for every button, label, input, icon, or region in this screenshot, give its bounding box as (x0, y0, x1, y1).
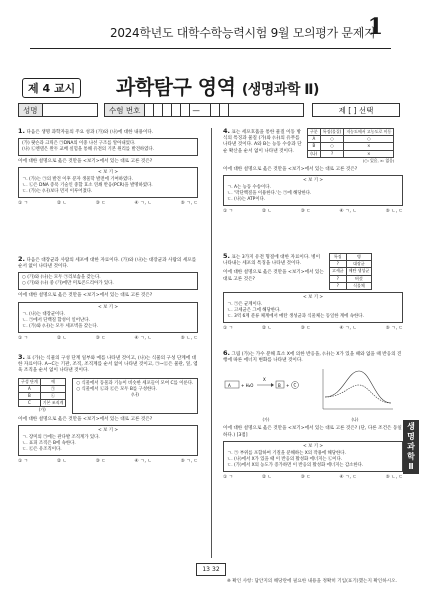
table-cell: ○ (320, 143, 344, 150)
choice-4[interactable]: ④ ㄱ, ㄴ (134, 201, 152, 207)
question-number: 2. (18, 255, 25, 263)
choice-4[interactable]: ④ ㄱ, ㄴ (339, 209, 357, 215)
choice-3[interactable]: ③ ㄷ (95, 335, 106, 341)
bogi-item: ㄴ. 고세균은 그에 해당한다. (227, 308, 281, 314)
exam-number-digit[interactable] (145, 104, 154, 116)
question-stem: 다음은 대장균과 사람의 세포에 대한 자료이다. (가)와 (나)는 대장균과 사람의 세포를 순서 없이 나타낸 것이다. (18, 258, 197, 270)
figure-caption: (나) (351, 416, 359, 422)
page-header (0, 0, 421, 100)
q4-table (307, 128, 394, 158)
subject-main: 과학탐구 영역 (116, 75, 236, 99)
exam-period-badge: 제 4 교시 (22, 78, 81, 98)
table-header: 저농도에서 고농도로 이동 (344, 129, 394, 136)
bogi-title: < 보 기 > (97, 170, 119, 176)
q4-table-wrap (307, 128, 394, 164)
bogi-item: ㄴ. ㉡은 DNA 증폭 기술인 중합 효소 연쇄 반응(PCR)을 발명하였다. (22, 183, 153, 189)
choice-2[interactable]: ② ㄴ (56, 201, 67, 207)
question-number: 4. (223, 127, 230, 135)
question-1 (18, 128, 198, 208)
table-cell: 버섯 (346, 275, 372, 282)
answer-choices (223, 475, 403, 481)
answer-choices (18, 201, 198, 207)
bogi-item: ㄱ. ㉠ 부위를 포함하여 기질을 분해하는 X의 작용에 해당한다. (227, 450, 346, 456)
question-ask: 이에 대한 설명으로 옳은 것만을 <보기>에서 있는 대로 고른 것은? (223, 167, 358, 173)
choice-3[interactable]: ③ ㄷ (300, 209, 311, 215)
info-line: ○ (가)와 (나)는 모두 ㉠리보솜을 갖는다. (22, 275, 101, 281)
table-cell: ? (330, 261, 347, 268)
question-4 (223, 128, 403, 215)
choice-2[interactable]: ② ㄴ (261, 209, 272, 215)
q6-figures (223, 367, 403, 423)
side-tab-char: 명 (407, 432, 415, 441)
right-column (223, 128, 403, 558)
choice-2[interactable]: ② ㄴ (261, 474, 272, 480)
q3-side-box (72, 378, 198, 414)
bogi-item: ㄷ. (가)와 (나)는 모두 세포벽을 갖는다. (22, 323, 99, 329)
choice-4[interactable]: ④ ㄱ, ㄴ (134, 458, 152, 464)
exam-number-digit[interactable] (154, 104, 163, 116)
side-tab-char: Ⅱ (408, 462, 414, 471)
question-columns (18, 128, 403, 558)
question-number: 6. (223, 349, 230, 357)
bogi-title: < 보 기 > (97, 304, 119, 310)
table-cell: A (308, 136, 321, 143)
bogi-item: ㄴ. ㉠에서 단백질 합성이 일어난다. (22, 317, 90, 323)
table-cell: B (308, 143, 321, 150)
table-cell: A (19, 385, 41, 392)
table-note: (○: 있음, ×: 없음) (362, 157, 395, 163)
product-c-label: C (293, 382, 297, 388)
left-column (18, 128, 198, 558)
bogi-item: ㄱ. (나)는 대장균이다. (22, 311, 65, 317)
table-cell: ? (330, 282, 347, 289)
choice-2[interactable]: ② ㄴ (56, 458, 67, 464)
table-cell: C (19, 400, 41, 407)
question-ask: 이에 대한 설명으로 옳은 것만을 <보기>에서 있는 대로 고른 것은? (223, 270, 324, 282)
q5-top (223, 253, 403, 290)
bogi-title: < 보 기 > (97, 427, 119, 433)
question-ask: 이에 대한 설명으로 옳은 것만을 <보기>에서 있는 대로 고른 것은? (18, 416, 153, 422)
table-header: 예 (40, 378, 66, 385)
q6-figure-a (223, 367, 309, 423)
table-cell: 기본 조직계 (40, 400, 66, 407)
table-cell: × (344, 143, 394, 150)
answer-choices (18, 336, 198, 342)
table-header: 구분 (308, 129, 321, 136)
bogi-title: < 보 기 > (302, 178, 324, 184)
question-3 (18, 354, 198, 465)
question-number: 1. (18, 127, 25, 135)
bogi-box (223, 175, 403, 206)
page-counter-current: 13 (202, 566, 210, 573)
table-cell: ㉠ (40, 385, 66, 392)
choice-field[interactable] (312, 103, 400, 117)
bogi-item: ㄱ. (가)는 ㉠의 발견 이후 분자 생물학 발전에 기여하였다. (22, 177, 133, 183)
choice-1[interactable]: ① ㄱ (18, 335, 29, 341)
choice-2[interactable]: ② ㄴ (261, 326, 272, 332)
info-box (18, 272, 198, 290)
bogi-box (223, 441, 403, 472)
choice-1[interactable]: ① ㄱ (18, 458, 29, 464)
side-tab-char: 생 (407, 422, 415, 431)
page-counter-total: 32 (212, 566, 220, 573)
q3-table (18, 378, 66, 408)
bogi-box (18, 167, 198, 198)
bogi-box (223, 292, 403, 323)
question-stem: 표는 세포호흡을 통한 물질 이동 방식의 특징과 물질 (가)와 (나)의 유무를 나타낸 것이다. A와 B는 능동 수송과 단순 확산을 순서 없이 나타낸 것이다. (223, 130, 302, 154)
table-cell: 고세균 (330, 268, 347, 275)
table-cell: ㉡ (40, 393, 66, 400)
q5-table (329, 253, 372, 290)
side-tab-char: 과 (407, 442, 415, 451)
choice-4[interactable]: ④ ㄱ, ㄴ (339, 326, 357, 332)
exam-number-label: 수험 번호 (105, 104, 145, 116)
footer-note: ※ 확인 사항: 답안지의 해당란에 필요한 내용을 정확히 기입(표기)했는지 확인하시오. (226, 579, 397, 584)
table-cell: × (344, 150, 394, 157)
table-cell: 메탄 생성균 (346, 268, 372, 275)
choice-5[interactable]: ⑤ ㄱ, ㄷ (180, 458, 198, 464)
exam-number-digit[interactable] (163, 104, 172, 116)
choice-1[interactable]: ① ㄱ (223, 474, 234, 480)
table-header: 특징(물질) (320, 129, 344, 136)
choice-5[interactable]: ⑤ ㄴ, ㄷ (385, 209, 403, 215)
choice-1[interactable]: ① ㄱ (223, 209, 234, 215)
question-6 (223, 350, 403, 481)
bogi-item: ㄷ. 3역 6계 분류 체계에서 메탄 생성균과 식물체는 동일한 계에 속한다. (227, 314, 364, 320)
header-rule (30, 48, 391, 49)
choice-3[interactable]: ③ ㄷ (95, 458, 106, 464)
plus-label: + (286, 383, 290, 389)
table-caption: (가) (38, 407, 46, 413)
exam-number-field[interactable] (104, 103, 304, 117)
exam-number-digit[interactable] (181, 104, 190, 116)
exam-number-dash: — (192, 105, 200, 115)
page-number: 1 (367, 14, 383, 40)
table-header: 구성 단계 (19, 378, 41, 385)
exam-number-digit[interactable] (211, 104, 220, 116)
choice-4[interactable]: ④ ㄱ, ㄴ (134, 335, 152, 341)
product-b-label: B (278, 383, 281, 389)
q4-stem-wrap (223, 128, 303, 164)
reaction-diagram (223, 367, 309, 413)
question-ask: 이에 대한 설명으로 옳은 것만을 <보기>에서 있는 대로 고른 것은? (단, 다른 조건은 동일하다.) [3점] (223, 426, 402, 438)
answer-choices (18, 459, 198, 465)
reaction-arrowhead (271, 383, 274, 387)
table-cell: ? (320, 150, 344, 157)
exam-number-digit[interactable] (172, 104, 181, 116)
bogi-item: ㄱ. A는 능동 수송이다. (227, 185, 271, 191)
info-line: ○ 식물에서 동물과 기능이 비슷한 세포들이 모여 C를 이룬다. (76, 380, 194, 386)
choice-4[interactable]: ④ ㄱ, ㄷ (339, 474, 357, 480)
info-box (18, 138, 198, 156)
question-number: 3. (18, 353, 25, 361)
candidate-info-row (18, 103, 401, 117)
choice-5[interactable]: ⑤ ㄱ, ㄷ (180, 201, 198, 207)
bogi-title: < 보 기 > (302, 443, 324, 449)
answer-choices (223, 209, 403, 215)
table-cell: 대장균 (346, 261, 372, 268)
side-caption: (나) (131, 392, 139, 398)
exam-number-digit[interactable] (202, 104, 211, 116)
side-tab-char: 학 (407, 452, 415, 461)
question-stem: 표 (가)는 식물의 구성 단계 일부와 예를 나타낸 것이고, (나)는 식물의 구성 단계에 대한 자료이다. A~C는 기관, 조직, 조직계를 순서 없이 나타낸 것이고, ㉠~㉢은 물관, 잎, 엽육 조직을 순서 없이 나타낸 것이다. (18, 356, 198, 374)
choice-3[interactable]: ③ ㄷ (95, 201, 106, 207)
question-stem: 표는 3가지 유전 형질에 대한 자료이다. 병이 나타내는 세포의 특징을 나타낸 것이다. (223, 255, 321, 267)
bogi-box (18, 302, 198, 333)
table-header: 병 (346, 254, 372, 261)
subject-side-tab (403, 420, 419, 474)
table-cell: ○ (344, 136, 394, 143)
question-number: 5. (223, 252, 230, 260)
choice-5[interactable]: ⑤ ㄴ, ㄷ (180, 335, 198, 341)
bogi-item: ㄴ. 표피 조직은 B에 속한다. (22, 440, 76, 446)
question-2 (18, 256, 198, 342)
choice-2[interactable]: ② ㄴ (56, 335, 67, 341)
choice-1[interactable]: ① ㄱ (223, 326, 234, 332)
page-counter (196, 563, 226, 576)
q6-figure-b (315, 367, 395, 423)
bogi-box (18, 425, 198, 456)
name-label: 성명 (19, 104, 43, 116)
table-cell: (나) (308, 150, 321, 157)
info-line: ○ 식물에서 ㉡과 ㉢은 모두 B를 구성한다. (76, 386, 157, 392)
answer-choices (223, 326, 403, 332)
table-cell: 식물체 (346, 282, 372, 289)
choice-5[interactable]: ⑤ ㄱ, ㄷ (385, 326, 403, 332)
table-header: 특징 (330, 254, 347, 261)
substrate-a-label: A (228, 383, 231, 389)
bogi-item: ㄷ. (가)에서 X의 농도가 증가하면 이 반응의 활성화 에너지는 감소한다. (227, 462, 364, 468)
q4-top (223, 128, 403, 164)
q5-stem-wrap (223, 253, 325, 290)
q3-figures (18, 378, 198, 414)
question-stem: 다음은 생명 과학자들의 주요 성과 (가)와 (나)에 대한 내용이다. (26, 130, 154, 135)
bogi-item: ㄷ. ㉢은 유조직이다. (22, 446, 62, 452)
subject-sub: (생명과학 Ⅱ) (241, 82, 319, 98)
choice-label: 제 [ ] 선택 (338, 105, 374, 115)
exam-number-digit[interactable] (220, 104, 229, 116)
info-line: (가) 왓슨과 크릭은 ㉠DNA의 이중 나선 구조를 알아내었다. (22, 141, 136, 147)
question-stem: 그림 (가)는 가수 분해 효소 X에 의한 반응을, (나)는 X가 있을 때와 없을 때 반응의 진행에 따른 에너지 변화를 나타낸 것이다. (223, 352, 402, 364)
column-divider (211, 128, 212, 558)
bogi-title: < 보 기 > (302, 295, 324, 301)
question-ask: 이에 대한 설명으로 옳은 것만을 <보기>에서 있는 대로 고른 것은? (18, 293, 153, 299)
exam-title: 2024학년도 대학수학능력시험 9월 모의평가 문제지 (110, 26, 376, 40)
table-cell: ○ (320, 136, 344, 143)
table-cell: B (19, 393, 41, 400)
question-5 (223, 253, 403, 332)
q3-table-wrap (18, 378, 66, 414)
water-label: + H₂O (241, 383, 254, 389)
enzyme-label: X (263, 377, 266, 383)
bogi-item: ㄴ. (나)에서 X가 있을 때 이 반응의 활성화 에너지는 ㉡이다. (227, 456, 343, 462)
exam-number-digit[interactable] (229, 104, 238, 116)
info-line: (나) ㉡멘델은 완두 교배 실험을 통해 유전의 기본 원리를 발견하였다. (22, 147, 155, 153)
bogi-item: ㄷ. (가)는 (나)보다 먼저 이루어졌다. (22, 189, 93, 195)
choice-1[interactable]: ① ㄱ (18, 201, 29, 207)
uncatalyzed-curve (325, 371, 391, 403)
choice-3[interactable]: ③ ㄷ (300, 474, 311, 480)
name-field[interactable] (18, 103, 98, 117)
subject-title (116, 71, 319, 100)
bogi-item: ㄷ. (나)는 ATP이다. (227, 197, 266, 203)
energy-diagram (315, 367, 395, 413)
bogi-item: ㄱ. 장미의 ㉠에는 관다발 조직계가 있다. (22, 434, 100, 440)
table-cell: ? (330, 275, 347, 282)
choice-3[interactable]: ③ ㄷ (300, 326, 311, 332)
question-ask: 이에 대한 설명으로 옳은 것만을 <보기>에서 있는 대로 고른 것은? (18, 159, 153, 165)
figure-caption: (가) (262, 416, 270, 422)
bogi-item: ㄱ. ㉠은 균계이다. (227, 302, 263, 308)
bogi-item: ㄴ. '막단백질을 이용한다.'는 ㉠에 해당한다. (227, 191, 312, 197)
choice-5[interactable]: ⑤ ㄴ, ㄷ (385, 474, 403, 480)
info-line: ○ (가)와 (나) 중 (가)에만 미토콘드리아가 있다. (22, 281, 114, 287)
